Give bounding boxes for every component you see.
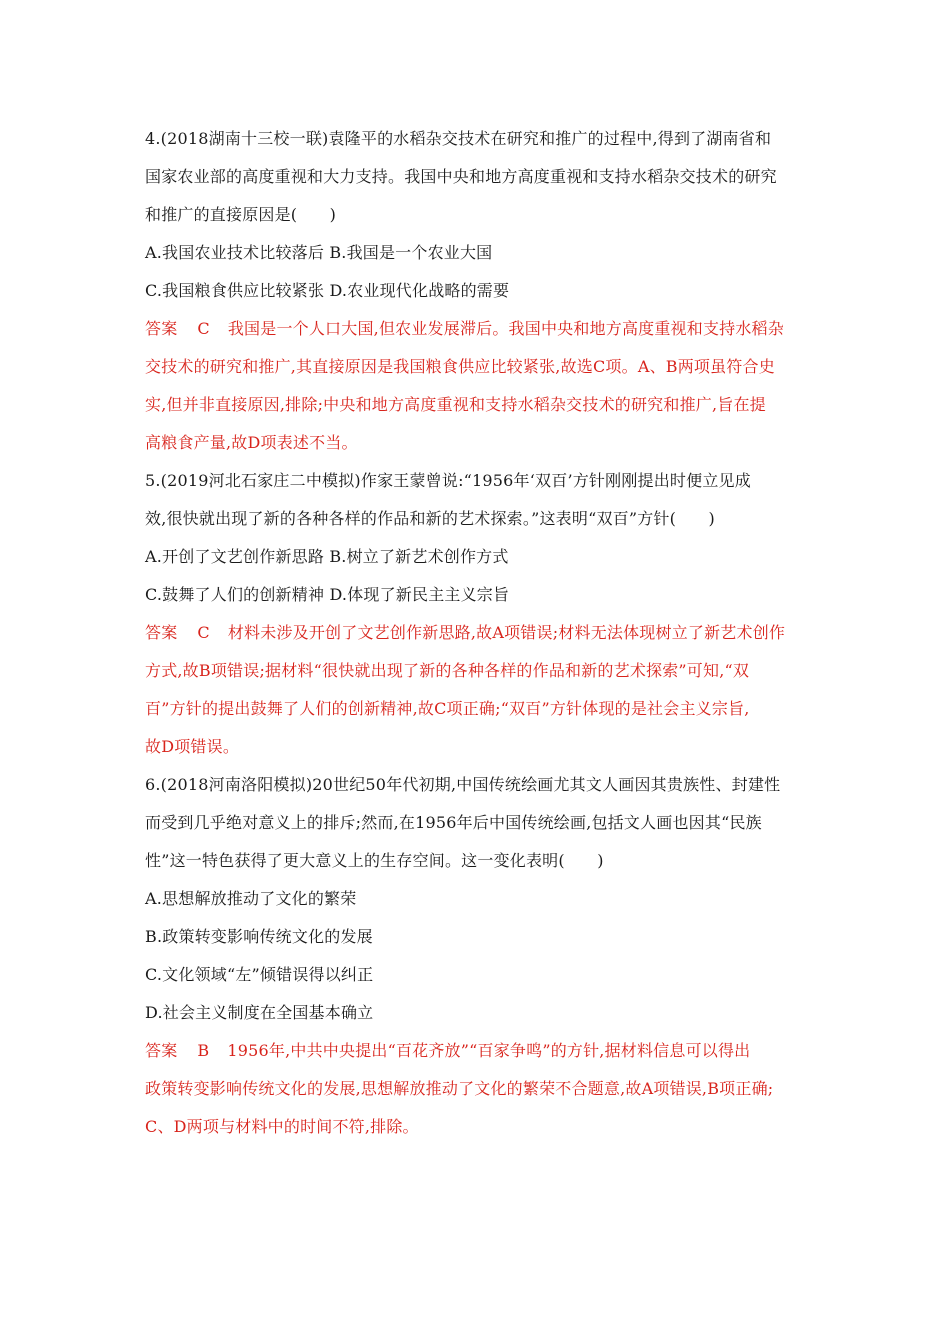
answer-label: 答案 [145,319,178,338]
answer-text: 我国是一个人口大国,但农业发展滞后。我国中央和地方高度重视和支持水稻杂 [227,319,784,338]
question-5-stem-line-1: 5.(2019河北石家庄二中模拟)作家王蒙曾说:“1956年‘双百’方针刚刚提出时便立见成 [145,471,751,490]
question-5-answer-line-3: 百”方针的提出鼓舞了人们的创新精神,故C项正确;“双百”方针体现的是社会主义宗旨, [145,699,750,718]
question-6-stem-line-1: 6.(2018河南洛阳模拟)20世纪50年代初期,中国传统绘画尤其文人画因其贵族性、封建性 [145,775,781,794]
question-6-option-c: C.文化领域“左”倾错误得以纠正 [145,965,374,984]
question-6-stem-line-3: 性”这一特色获得了更大意义上的生存空间。这一变化表明( ) [145,851,604,870]
question-4 [145,120,810,462]
question-5-stem-line-2: 效,很快就出现了新的各种各样的作品和新的艺术探索。”这表明“双百”方针( ) [145,509,715,528]
question-6-option-d: D.社会主义制度在全国基本确立 [145,1003,374,1022]
answer-key: C [197,319,210,338]
question-6-answer-line-3: C、D两项与材料中的时间不符,排除。 [145,1117,419,1136]
question-5-options-cd: C.鼓舞了人们的创新精神 D.体现了新民主主义宗旨 [145,585,510,604]
question-4-answer-line-1 [145,310,810,348]
answer-text: 1956年,中共中央提出“百花齐放”“百家争鸣”的方针,据材料信息可以得出 [227,1041,751,1060]
question-6-answer-line-1 [145,1032,810,1070]
question-5-answer-line-1 [145,614,810,652]
question-6-answer-line-2: 政策转变影响传统文化的发展,思想解放推动了文化的繁荣不合题意,故A项错误,B项正确; [145,1079,774,1098]
question-5-answer-line-2: 方式,故B项错误;据材料“很快就出现了新的各种各样的作品和新的艺术探索”可知,“双 [145,661,750,680]
document-page [145,120,810,1146]
question-6-option-b: B.政策转变影响传统文化的发展 [145,927,373,946]
question-5-answer-line-4: 故D项错误。 [145,737,240,756]
question-4-stem-line-3: 和推广的直接原因是( ) [145,205,337,224]
question-5 [145,462,810,766]
answer-key: B [197,1041,210,1060]
answer-text: 材料未涉及开创了文艺创作新思路,故A项错误;材料无法体现树立了新艺术创作 [227,623,786,642]
question-4-answer-line-4: 高粮食产量,故D项表述不当。 [145,433,358,452]
question-6-stem-line-2: 而受到几乎绝对意义上的排斥;然而,在1956年后中国传统绘画,包括文人画也因其“民族 [145,813,762,832]
question-4-stem-line-2: 国家农业部的高度重视和大力支持。我国中央和地方高度重视和支持水稻杂交技术的研究 [145,167,777,186]
question-4-stem-line-1: 4.(2018湖南十三校一联)袁隆平的水稻杂交技术在研究和推广的过程中,得到了湖南省和 [145,129,772,148]
question-6-option-a: A.思想解放推动了文化的繁荣 [145,889,357,908]
answer-label: 答案 [145,623,178,642]
answer-label: 答案 [145,1041,178,1060]
question-4-options-ab: A.我国农业技术比较落后 B.我国是一个农业大国 [145,243,493,262]
question-4-answer-line-3: 实,但并非直接原因,排除;中央和地方高度重视和支持水稻杂交技术的研究和推广,旨在提 [145,395,766,414]
answer-key: C [197,623,210,642]
question-4-answer-line-2: 交技术的研究和推广,其直接原因是我国粮食供应比较紧张,故选C项。A、B两项虽符合史 [145,357,775,376]
question-4-options-cd: C.我国粮食供应比较紧张 D.农业现代化战略的需要 [145,281,510,300]
question-6 [145,766,810,1146]
question-5-options-ab: A.开创了文艺创作新思路 B.树立了新艺术创作方式 [145,547,509,566]
